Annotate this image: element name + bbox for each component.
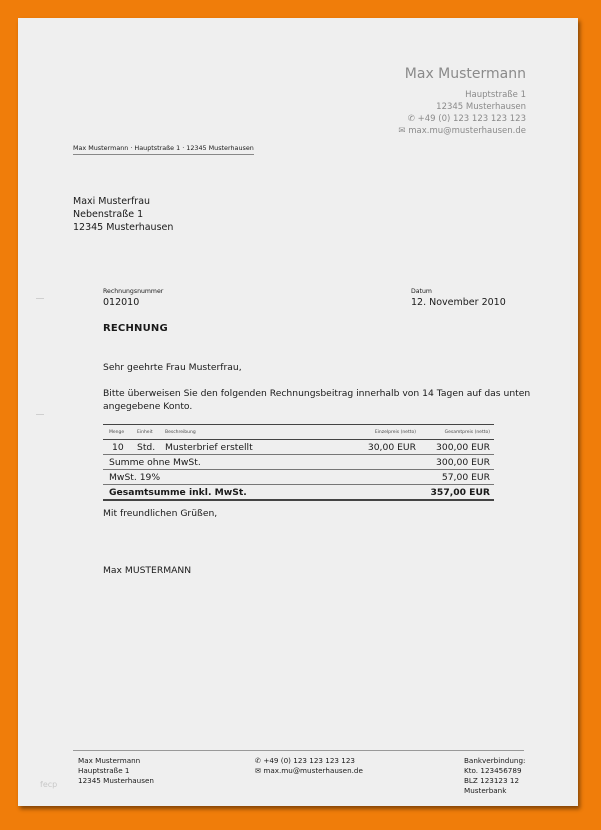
- invoice-date: 12. November 2010: [411, 297, 506, 308]
- sender-city: 12345 Musterhausen: [436, 102, 526, 112]
- closing: Mit freundlichen Grüßen,: [103, 508, 218, 519]
- footer-email-line: [255, 766, 363, 776]
- subtotal-value: 300,00 EUR: [420, 455, 494, 470]
- document-title: RECHNUNG: [103, 323, 168, 334]
- sender-street: Hauptstraße 1: [465, 90, 526, 100]
- footer-bank-label: Bankverbindung:: [464, 756, 526, 765]
- envelope-icon: ✉: [398, 126, 406, 136]
- fold-mark: [36, 414, 44, 415]
- recipient-street: Nebenstraße 1: [73, 209, 144, 220]
- sender-phone-line: [408, 114, 526, 124]
- phone-icon: ✆: [407, 114, 415, 124]
- vat-value: 57,00 EUR: [420, 470, 494, 485]
- footer-email: max.mu@musterhausen.de: [263, 766, 363, 775]
- recipient-name: Maxi Musterfrau: [73, 196, 151, 207]
- total-row: [103, 485, 494, 501]
- item-qty: 10: [103, 440, 137, 455]
- footer-divider: [73, 750, 524, 751]
- vat-row: [103, 470, 494, 485]
- subtotal-row: [103, 455, 494, 470]
- header-unit: Einheit: [137, 425, 165, 440]
- footer-contact: [255, 756, 363, 776]
- item-unit-price: 30,00 EUR: [346, 440, 420, 455]
- phone-icon: ✆: [255, 756, 262, 765]
- header-qty: Menge: [103, 425, 137, 440]
- footer-blz: BLZ 123123 12: [464, 776, 520, 785]
- header-total-price: Gesamtpreis (netto): [420, 425, 494, 440]
- footer-phone-line: [255, 756, 363, 766]
- recipient-city: 12345 Musterhausen: [73, 222, 174, 233]
- header-unit-price: Einzelpreis (netto): [346, 425, 420, 440]
- total-label: Gesamtsumme inkl. MwSt.: [103, 485, 420, 501]
- sender-email-line: [398, 126, 526, 136]
- footer-account: Kto. 123456789: [464, 766, 522, 775]
- vat-label: MwSt. 19%: [103, 470, 420, 485]
- item-total-price: 300,00 EUR: [420, 440, 494, 455]
- letter-page: [18, 18, 578, 806]
- item-description: Musterbrief erstellt: [165, 440, 346, 455]
- envelope-icon: ✉: [255, 766, 262, 775]
- footer-bank: [464, 756, 525, 796]
- table-header-row: [103, 425, 494, 440]
- footer-address: [78, 756, 154, 786]
- fold-mark: [36, 298, 44, 299]
- sender-name: Max Mustermann: [404, 66, 526, 82]
- body-text-line-1: Bitte überweisen Sie den folgenden Rechnungsbeitrag innerhalb von 14 Tagen auf das unten: [103, 388, 531, 399]
- footer-bank-name: Musterbank: [464, 786, 507, 795]
- table-row: [103, 440, 494, 455]
- footer-phone: +49 (0) 123 123 123 123: [263, 756, 355, 765]
- salutation: Sehr geehrte Frau Musterfrau,: [103, 362, 242, 373]
- subtotal-label: Summe ohne MwSt.: [103, 455, 420, 470]
- sender-email: max.mu@musterhausen.de: [408, 126, 526, 136]
- invoice-number-label: Rechnungsnummer: [103, 288, 164, 295]
- invoice-number: 012010: [103, 297, 140, 308]
- sender-phone: +49 (0) 123 123 123 123: [417, 114, 526, 124]
- invoice-table: [103, 424, 494, 501]
- total-value: 357,00 EUR: [420, 485, 494, 501]
- footer-city: 12345 Musterhausen: [78, 776, 154, 785]
- body-text-line-2: angegebene Konto.: [103, 401, 193, 412]
- header-description: Beschreibung: [165, 425, 346, 440]
- signature: Max MUSTERMANN: [103, 565, 192, 576]
- item-unit: Std.: [137, 440, 165, 455]
- footer-street: Hauptstraße 1: [78, 766, 130, 775]
- watermark: fecp: [40, 780, 58, 789]
- footer-name: Max Mustermann: [78, 756, 141, 765]
- return-address: Max Mustermann · Hauptstraße 1 · 12345 Musterhausen: [73, 144, 254, 155]
- date-label: Datum: [411, 288, 432, 295]
